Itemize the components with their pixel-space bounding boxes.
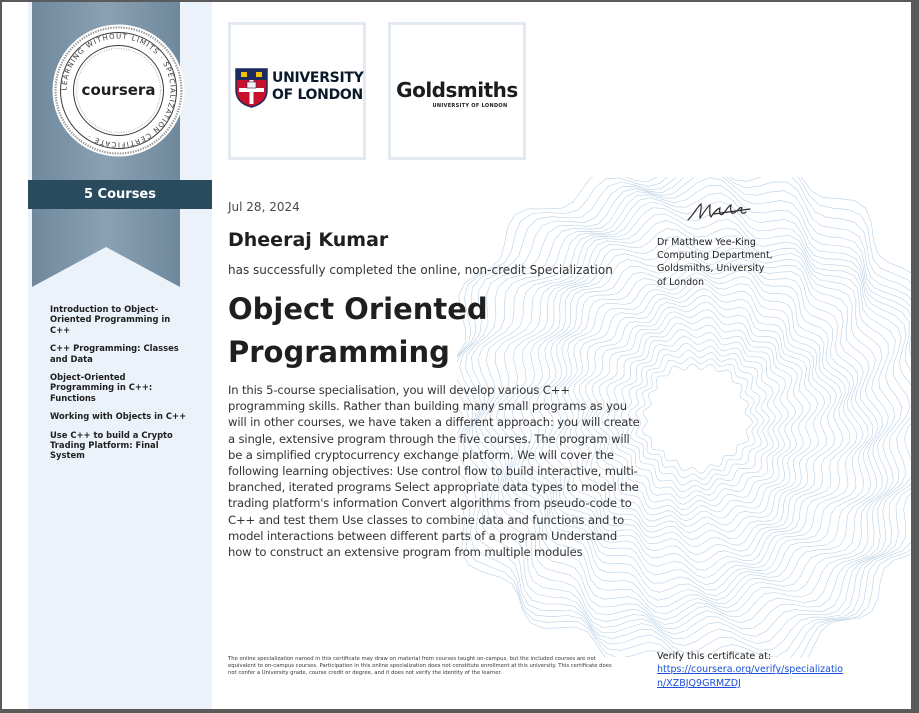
uol-line-1: UNIVERSITY [272,70,364,86]
course-item: Introduction to Object-Oriented Programming in C++ [50,304,171,335]
issue-date: Jul 28, 2024 [228,200,300,214]
recipient-name: Dheeraj Kumar [228,229,389,251]
uol-wordmark [272,70,363,104]
course-item: C++ Programming: Classes and Data [50,343,179,364]
courses-count-banner: 5 Courses [28,180,212,209]
certificate-page [2,2,911,709]
signature-icon [684,200,754,224]
signer-org: Goldsmiths, University [657,263,765,275]
signer-dept: Computing Department, [657,250,773,262]
signer-name: Dr Matthew Yee-King [657,237,756,248]
specialization-title: Object Oriented Programming [228,292,488,369]
guilloche-line [642,364,752,473]
fine-print: The online specialization named in this certificate may draw on material from courses taught on-campus, but the included courses are not equivalent to on-campus courses. Participation in this online specialization does not constitute enrollment at this university. This certificate does not confer a University grade, course credit or degree, and it does not verify the identity of the learner. [228,656,612,677]
goldsmiths-subtitle: UNIVERSITY OF LONDON [432,103,508,109]
signer-org-2: of London [657,276,704,288]
seal-ring-text: LEARNING WITHOUT LIMITS · SPECIALIZATION CERTIFICATE · [60,32,177,149]
signer-block [657,236,787,289]
uol-line-2: OF LONDON [272,87,363,103]
verify-link[interactable]: https://coursera.org/verify/specialization/XZBJQ9GRMZDJ [657,664,844,689]
completion-statement: has successfully completed the online, non-credit Specialization [228,263,613,277]
seal-brand: coursera [81,81,156,99]
coursera-seal-icon [51,23,186,158]
verify-block [657,650,852,690]
verify-label: Verify this certificate at: [657,651,772,662]
course-item: Working with Objects in C++ [50,411,187,422]
guilloche-line [636,357,758,479]
goldsmiths-logo [388,22,526,160]
course-item: Object-Oriented Programming in C++: Functions [50,372,153,403]
course-item: Use C++ to build a Crypto Trading Platform: Final System [50,429,173,461]
course-list [50,304,190,469]
uol-crest-icon [235,68,268,108]
university-of-london-logo [228,22,366,160]
guilloche-line [628,351,764,486]
specialization-description: In this 5-course specialisation, you will develop various C++ programming skills. Rather than building many small programs as you will in other courses, we have taken a different approach: you will create a single, extensive program through the five courses. The program will be a simplified cryptocurrency exchange platform. We will cover the following learning objectives: Use control flow to build interactive, multi-branched, iterated programs Select appropriate data types to model the trading platform's information Convert algorithms from pseudo-code to C++ and test them Use classes to combine data and functions and to model interactions between different parts of a program Understand how to construct an extensive program from multiple modules [228,383,640,560]
goldsmiths-wordmark: Goldsmiths [396,78,518,102]
